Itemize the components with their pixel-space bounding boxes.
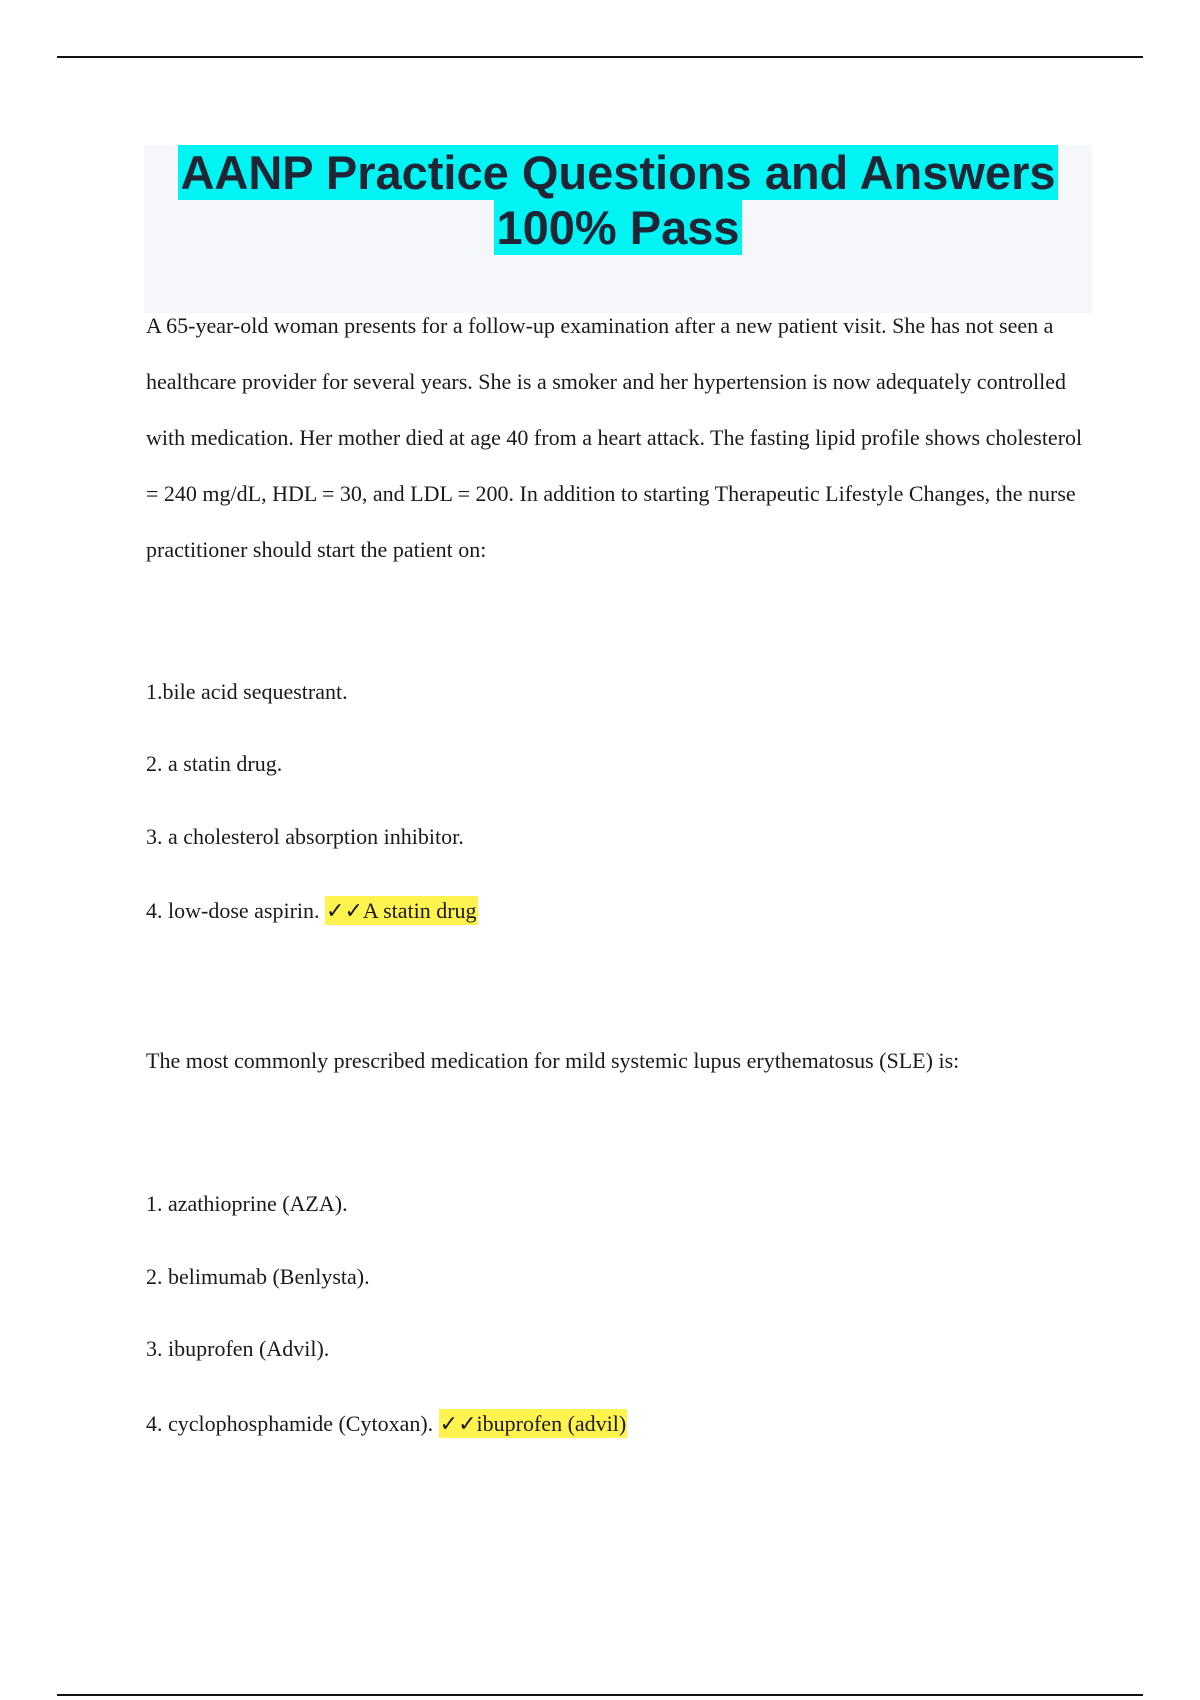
question-2-option-2: 2. belimumab (Benlysta).: [146, 1264, 370, 1289]
question-1-text: A 65-year-old woman presents for a follow-up examination after a new patient visit. She has not seen a healthcare provider for several years. She is a smoker and her hypertension is now adequately controlled with medication. Her mother died at age 40 from a heart attack. The fasting lipid profile shows cholesterol = 240 mg/dL, HDL = 30, and LDL = 200. In addition to starting Therapeutic Lifestyle Changes, the nurse practitioner should start the patient on:: [146, 313, 1083, 562]
question-1-option-3: 3. a cholesterol absorption inhibitor.: [146, 824, 464, 849]
question-2-option-3: 3. ibuprofen (Advil).: [146, 1336, 330, 1361]
question-1-option-2: 2. a statin drug.: [146, 751, 283, 776]
question-1-option-1: 1.bile acid sequestrant.: [146, 679, 348, 704]
question-1-option-4-row: [146, 896, 478, 926]
question-2-answer: ✓✓ibuprofen (advil): [439, 1411, 627, 1436]
top-rule: [57, 56, 1143, 58]
question-2-option-4-row: [146, 1409, 627, 1439]
title-line-1: AANP Practice Questions and Answers: [180, 146, 1056, 199]
title-line-2: 100% Pass: [496, 201, 740, 254]
question-1-answer: ✓✓A statin drug: [326, 898, 477, 923]
question-2-option-4: 4. cyclophosphamide (Cytoxan).: [146, 1411, 434, 1436]
document-title: [144, 145, 1092, 313]
question-2-text: The most commonly prescribed medication for mild systemic lupus erythematosus (SLE) is:: [146, 1048, 960, 1073]
question-1-option-4: 4. low-dose aspirin.: [146, 898, 320, 923]
question-2-option-1: 1. azathioprine (AZA).: [146, 1191, 348, 1216]
bottom-rule: [57, 1694, 1143, 1696]
